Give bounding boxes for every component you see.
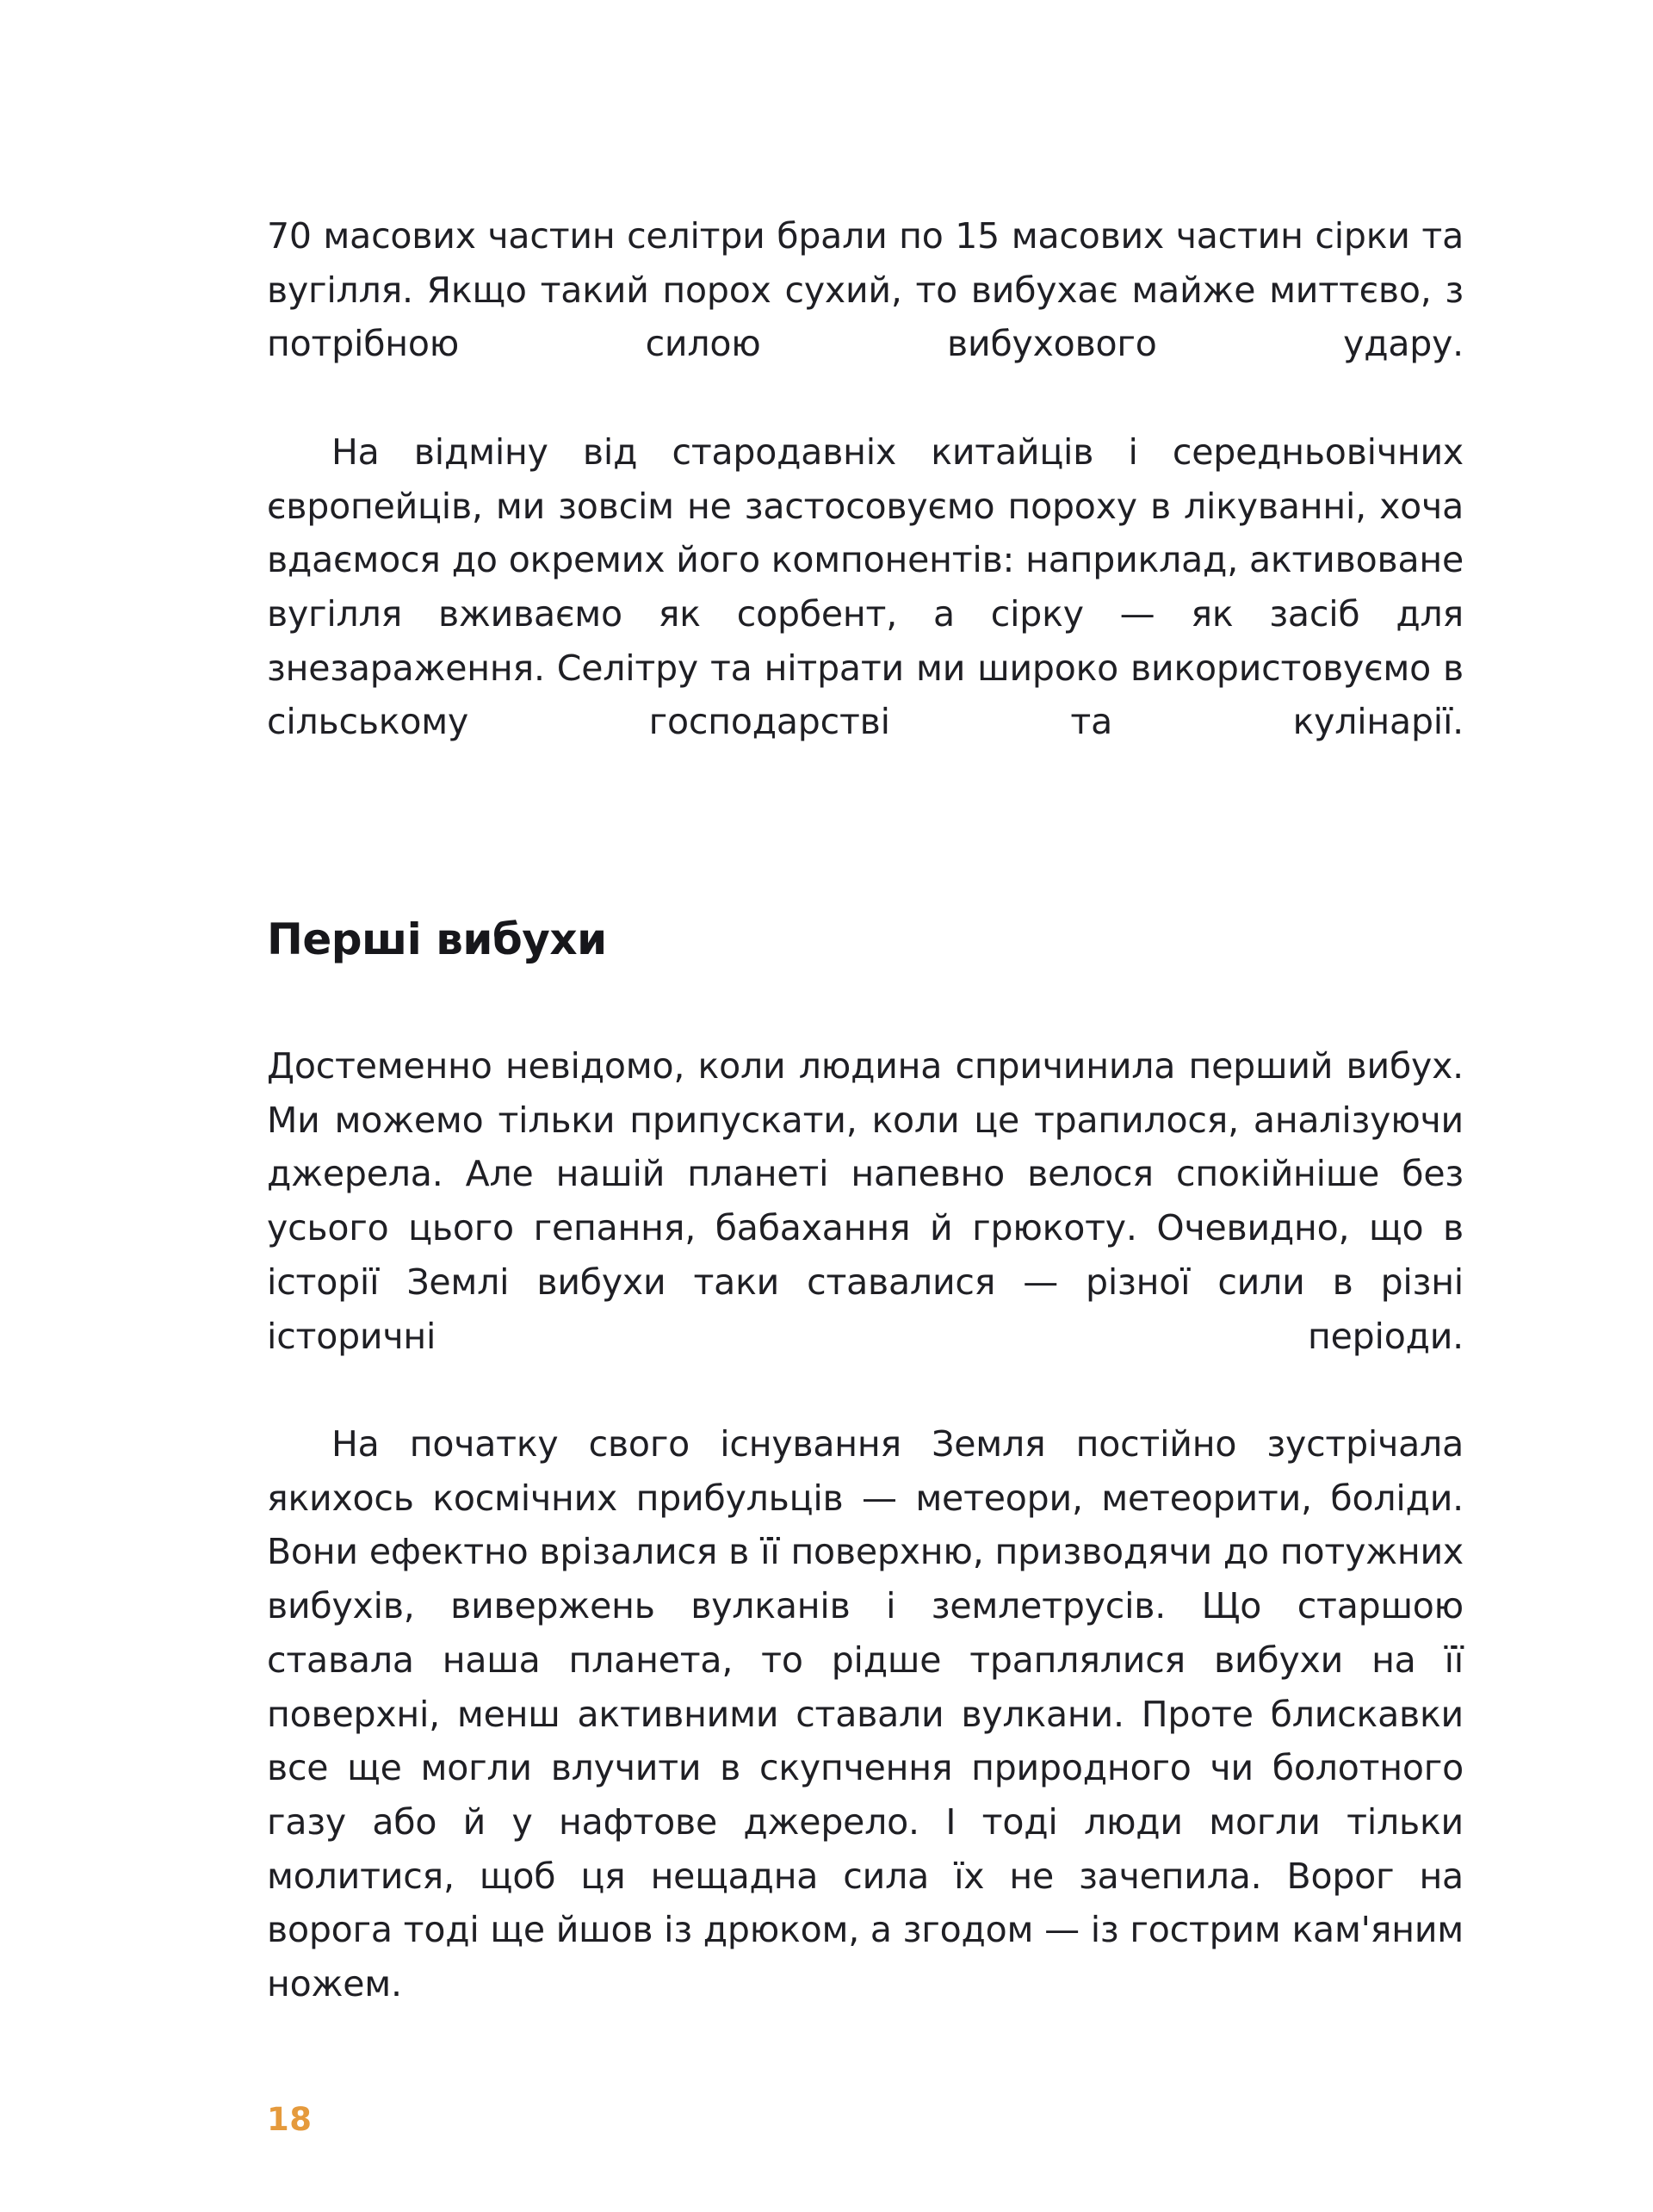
paragraph-1: 70 масових частин селітри брали по 15 масових частин сірки та вугілля. Якщо такий порох сухий, то вибухає майже миттєво, з потрібною силою вибухового удару. bbox=[267, 215, 1464, 365]
page-content bbox=[267, 209, 1464, 2066]
paragraph-4: На початку свого існування Земля постійно зустрічала якихось космічних прибульців — метеори, метеорити, боліди. Вони ефектно врізалися в її поверхню, призводячи до потужних вибухів, вивержень вулканів і землетрусів. Що старшою ставала наша планета, то рідше траплялися вибухи на її поверхні, менш активними ставали вулкани. Проте блискавки все ще могли влучити в скупчення природного чи болотного газу або й у нафтове джерело. І тоді люди могли тільки молитися, щоб ця нещадна сила їх не зачепила. Ворог на ворога тоді ще йшов із дрюком, а згодом — із гострим кам'яним ножем. bbox=[267, 1422, 1464, 2005]
paragraph-3: Достеменно невідомо, коли людина спричинила перший вибух. Ми можемо тільки припускати, коли це трапилося, аналізуючи джерела. Але нашій планеті напевно велося спокійніше без усього цього гепання, бабахання й грюкоту. Очевидно, що в історії Землі вибухи таки ставалися — різної сили в різні історичні періоди. bbox=[267, 1044, 1464, 1357]
page-number: 18 bbox=[267, 2101, 313, 2138]
spacer-after-heading bbox=[267, 965, 1464, 1039]
section-heading: Перші вибухи bbox=[267, 914, 607, 964]
spacer-before-heading bbox=[267, 803, 1464, 914]
paragraph-2: На відміну від стародавніх китайців і середньовічних європейців, ми зовсім не застосовуємо пороху в лікуванні, хоча вдаємося до окремих його компонентів: наприклад, активоване вугілля вживаємо як сорбент, а сірку — як засіб для знезараження. Селітру та нітрати ми широко використовуємо в сільському господарстві та кулінарії. bbox=[267, 431, 1464, 743]
